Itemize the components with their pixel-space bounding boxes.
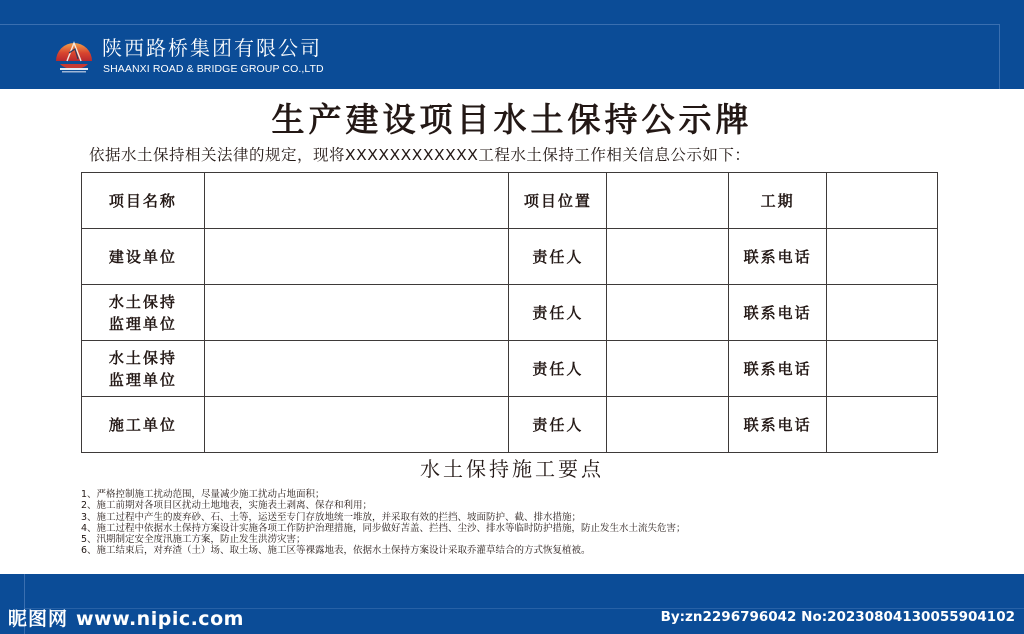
value-contact-phone[interactable] [827,229,938,285]
page-title: 生产建设项目水土保持公示牌 [271,100,753,139]
list-item: 6、施工结束后，对弃渣（土）场、取土场、施工区等裸露地表，依据水土保持方案设计采取乔灌草结合的方式恢复植被。 [81,545,591,557]
value-responsible-person[interactable] [607,285,729,341]
label-duration: 工期 [729,173,827,229]
label-responsible-person: 责任人 [509,285,607,341]
company-logo-icon [54,37,94,77]
value-contact-phone[interactable] [827,341,938,397]
section-title: 水土保持施工要点 [420,457,604,481]
value-contact-phone[interactable] [827,397,938,453]
info-table [81,172,938,453]
key-points-list [81,489,686,557]
list-item: 3、施工过程中产生的废弃砂、石、土等，运送至专门存放地统一堆放，并采取有效的拦挡、坡面防护、截、排水措施； [81,511,582,523]
label-line-1: 水土保持 [108,348,177,367]
list-item: 1、严格控制施工扰动范围，尽量减少施工扰动占地面积； [81,489,325,500]
label-line-2: 监理单位 [108,370,177,389]
table-row [82,229,938,285]
value-contact-phone[interactable] [827,285,938,341]
label-project-location: 项目位置 [509,173,607,229]
label-contractor-unit: 施工单位 [82,397,205,453]
value-project-name[interactable] [204,173,509,229]
label-contact-phone: 联系电话 [729,229,827,285]
intro-text: 依据水土保持相关法律的规定，现将XXXXXXXXXXXX工程水土保持工作相关信息公示如下： [89,146,751,164]
guide-line [999,24,1000,89]
list-item: 4、施工过程中依据水土保持方案设计实施各项工作防护治理措施，同步做好苫盖、拦挡、尘沙、排水等临时防护措施，防止发生水土流失危害； [81,522,686,534]
watermark-cn: 昵图网 [8,608,69,630]
company-name-cn: 陕西路桥集团有限公司 [102,36,322,60]
label-project-name: 项目名称 [82,173,205,229]
table-row [82,397,938,453]
label-contact-phone: 联系电话 [729,397,827,453]
credit-text: By:zn2296796042 No:20230804130055904102 [660,609,1015,625]
label-contact-phone: 联系电话 [729,285,827,341]
list-item: 2、施工前期对各项目区扰动土地地表，实施表土剥离、保存和利用； [81,500,373,512]
label-line-1: 水土保持 [108,292,177,311]
value-construction-unit[interactable] [204,229,509,285]
guide-line [0,24,1000,25]
value-duration[interactable] [827,173,938,229]
value-contractor-unit[interactable] [204,397,509,453]
label-supervision-unit [82,285,205,341]
value-responsible-person[interactable] [607,229,729,285]
value-project-location[interactable] [607,173,729,229]
label-contact-phone: 联系电话 [729,341,827,397]
table-row [82,173,938,229]
label-supervision-unit [82,341,205,397]
company-name-en: SHAANXI ROAD & BRIDGE GROUP CO.,LTD [103,63,324,75]
label-responsible-person: 责任人 [509,397,607,453]
label-responsible-person: 责任人 [509,341,607,397]
value-responsible-person[interactable] [607,341,729,397]
list-item: 5、汛期制定安全度汛施工方案，防止发生洪涝灾害； [81,534,306,546]
watermark [8,607,244,631]
label-construction-unit: 建设单位 [82,229,205,285]
value-supervision-unit[interactable] [204,341,509,397]
value-supervision-unit[interactable] [204,285,509,341]
watermark-url: www.nipic.com [76,608,244,630]
value-responsible-person[interactable] [607,397,729,453]
label-responsible-person: 责任人 [509,229,607,285]
table-row [82,285,938,341]
label-line-2: 监理单位 [108,314,177,333]
table-row [82,341,938,397]
